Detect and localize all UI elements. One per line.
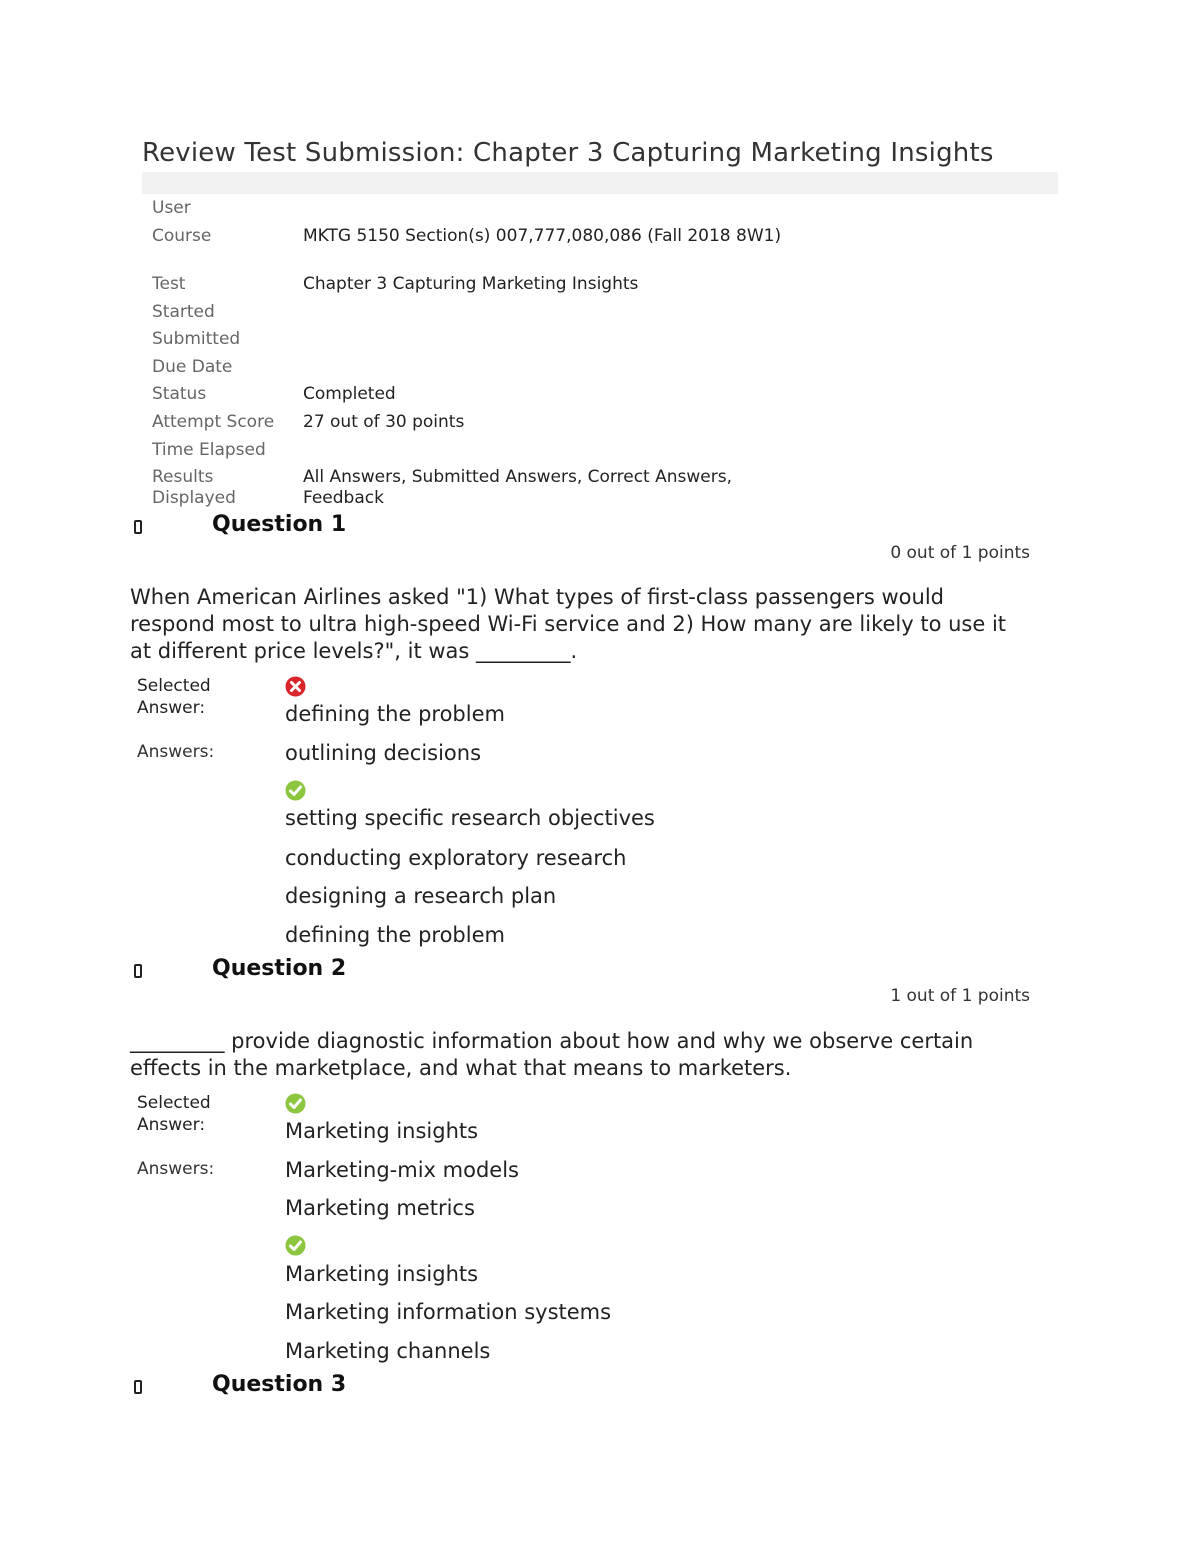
status-value: Completed	[303, 384, 396, 404]
answer-option-correct: setting specific research objectives	[285, 806, 655, 830]
correct-icon	[285, 1235, 306, 1256]
answer-option: conducting exploratory research	[285, 846, 627, 870]
attempt-score-value: 27 out of 30 points	[303, 412, 465, 432]
answers-label: Answers:	[137, 742, 215, 762]
user-label: User	[152, 198, 191, 218]
question-marker-icon	[134, 1380, 142, 1394]
course-label: Course	[152, 226, 212, 246]
answers-label: Answers:	[137, 1159, 215, 1179]
time-elapsed-label: Time Elapsed	[152, 440, 266, 460]
question-points: 1 out of 1 points	[890, 986, 1030, 1006]
question-text: When American Airlines asked "1) What types of first-class passengers would respond most to ultra high-speed Wi-Fi service and 2) How many are likely to use it at different price levels?", it was _________.	[130, 585, 1007, 663]
correct-icon	[285, 780, 306, 801]
answer-option: designing a research plan	[285, 884, 557, 908]
attempt-score-label: Attempt Score	[152, 412, 275, 432]
selected-answer: defining the problem	[285, 702, 505, 726]
submitted-label: Submitted	[152, 329, 241, 349]
results-displayed-label: Results Displayed	[152, 467, 236, 508]
question-title: Question 1	[212, 512, 347, 537]
started-label: Started	[152, 302, 215, 322]
question-marker-icon	[134, 964, 142, 978]
answer-option: Marketing information systems	[285, 1300, 612, 1324]
page-title: Review Test Submission: Chapter 3 Capturing Marketing Insights	[142, 138, 994, 168]
answer-option: outlining decisions	[285, 741, 482, 765]
course-value: MKTG 5150 Section(s) 007,777,080,086 (Fall 2018 8W1)	[303, 226, 782, 246]
test-label: Test	[152, 274, 186, 294]
question-marker-icon	[134, 520, 142, 534]
incorrect-icon	[285, 676, 306, 697]
selected-answer-label: Selected Answer:	[137, 1093, 211, 1135]
correct-icon	[285, 1093, 306, 1114]
due-date-label: Due Date	[152, 357, 233, 377]
selected-answer: Marketing insights	[285, 1119, 479, 1143]
answer-option: defining the problem	[285, 923, 505, 947]
results-displayed-value: All Answers, Submitted Answers, Correct Answers, Feedback	[303, 467, 732, 508]
question-points: 0 out of 1 points	[890, 543, 1030, 563]
answer-option: Marketing-mix models	[285, 1158, 519, 1182]
status-label: Status	[152, 384, 207, 404]
question-text: _________ provide diagnostic information about how and why we observe certain effects in the marketplace, and what that means to marketers.	[130, 1029, 974, 1080]
test-value: Chapter 3 Capturing Marketing Insights	[303, 274, 639, 294]
question-title: Question 3	[212, 1372, 347, 1397]
answer-option: Marketing metrics	[285, 1196, 475, 1220]
selected-answer-label: Selected Answer:	[137, 676, 211, 718]
question-title: Question 2	[212, 956, 347, 981]
answer-option-correct: Marketing insights	[285, 1262, 479, 1286]
title-divider-bar	[142, 172, 1058, 194]
answer-option: Marketing channels	[285, 1339, 491, 1363]
